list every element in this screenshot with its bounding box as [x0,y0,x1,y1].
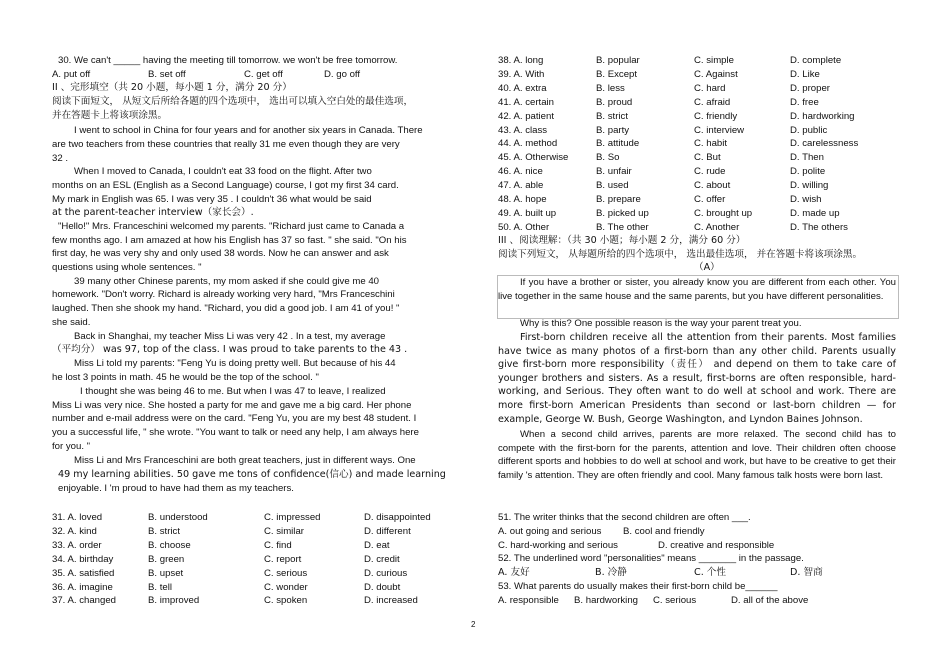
option-cell: 32. A. kind [52,525,97,537]
option-cell: B. proud [596,96,633,108]
option-cell: B. Except [596,68,638,80]
q51-option-b: B. cool and friendly [623,526,705,537]
q30-stem: 30. We can't _____ having the meeting till tomorrow. we won't be free tomorrow. [58,55,398,66]
cloze-line: he lost 3 points in math. 45 he would be the top of the school. " [52,372,319,383]
q53-option-b: B. hardworking [574,595,638,606]
cloze-line: are two teachers from these countries that really 31 me even though they are very [52,139,400,150]
option-cell: B. strict [148,525,180,537]
option-cell: C. Another [694,221,740,233]
option-cell: D. carelessness [790,138,859,150]
option-cell: 35. A. satisfied [52,567,115,579]
option-cell: 31. A. loved [52,512,103,523]
option-cell: B. strict [596,110,628,122]
option-cell: C. spoken [264,595,308,607]
q53-option-d: D. all of the above [731,595,809,606]
question-52-stem: 52. The underlined word "personalities" means _______ in the passage. [498,553,804,564]
option-cell: 38. A. long [498,55,544,66]
option-cell: B. So [596,152,620,164]
reading-paragraph: When a second child arrives, parents are more relaxed. The second child has to compete with the first-born for the parents, attention and love. Their children often choose different sports and hobbies to do well at school and work, but have to be creative to get their family 's attention. They are often friendly and cool. Many famous talk hosts were born last. [498,429,896,481]
option-cell: D. wish [790,194,822,205]
option-cell: 50. A. Other [498,221,550,233]
option-cell: B. understood [148,512,208,523]
option-cell: C. friendly [694,110,738,122]
reading-paragraph: First-born children receive all the attention from their parents. Most families have twice as many photos of a first-born than any other child. Parents usually give first-born more responsibility（责任） and depend on them to take care of younger brothers and sisters. As a result, first-borns are often responsible, hard-working, and Serious. They often want to do well at school and work. There are more first-born American Presidents than second or last-born children — for example, George W. Bush, George Washington, and Lyndon Baines Johnson. [498,332,896,425]
q51-option-d: D. creative and responsible [658,540,775,551]
option-cell: 33. A. order [52,539,102,551]
option-cell: D. free [790,96,819,108]
cloze-line: for you. " [52,441,91,452]
option-cell: 40. A. extra [498,82,547,94]
option-cell: D. credit [364,553,400,565]
option-cell: 42. A. patient [498,110,555,122]
option-cell: D. polite [790,166,826,178]
option-cell: C. find [264,539,292,551]
option-cell: D. doubt [364,581,401,593]
section3-heading: III 、阅读理解：（共 30 小题；每小题 2 分，满分 60 分） [498,235,746,246]
option-cell: D. eat [364,539,390,551]
option-cell: B. attitude [596,138,640,150]
option-cell: B. prepare [596,194,641,205]
option-cell: 34. A. birthday [52,553,114,565]
option-cell: D. hardworking [790,110,855,122]
passage-label: （A） [694,262,720,273]
cloze-line: 39 many other Chinese parents, my mom asked if she could give me 40 [74,276,380,287]
cloze-line: questions using whole sentences. " [52,262,202,273]
option-cell: C. But [694,152,721,164]
q52-option-b: B. 冷静 [595,567,627,578]
option-cell: D. increased [364,595,418,607]
cloze-line: months on an ESL (English as a Second Language) course, I got my first 34 card. [52,180,399,191]
q51-option-c: C. hard-working and serious [498,540,618,551]
cloze-line: Miss Li was very nice. She hosted a party for me and gave me a big card. Her phone [52,400,412,411]
option-cell: B. unfair [596,166,632,178]
option-cell: C. about [694,180,731,192]
cloze-line: When I moved to Canada, I couldn't eat 33 food on the flight. After two [74,166,372,177]
option-cell: C. habit [694,138,728,150]
option-cell: 36. A. imagine [52,581,113,593]
cloze-line: laughed. Then she shook my hand. "Richard, you did a good job. I am 41 of you! " [52,303,400,314]
option-cell: B. popular [596,55,640,66]
option-cell: B. used [596,180,629,192]
section2-instruction-2: 并在答题卡上将该项涂黑。 [52,110,168,121]
option-cell: C. rude [694,166,726,178]
option-cell: B. The other [596,221,649,233]
option-cell: 39. A. With [498,68,545,80]
q30-option-c: C. get off [244,69,283,80]
option-cell: D. The others [790,221,848,233]
cloze-line: Back in Shanghai, my teacher Miss Li was very 42 . In a test, my average [74,331,386,342]
option-cell: B. party [596,124,630,136]
cloze-line: Miss Li told my parents: "Feng Yu is doing pretty well. But because of his 44 [74,358,396,369]
cloze-line: you a successful life, " she wrote. "You want to talk or need any help, I am always here [52,427,419,438]
cloze-line: enjoyable. I 'm proud to have had them as my teachers. [58,483,294,494]
option-cell: B. choose [148,539,191,551]
reading-paragraph: If you have a brother or sister, you already know you are different from each other. You live together in the same house and the same parents, but you have different personalities. [498,277,896,302]
reading-paragraph: Why is this? One possible reason is the way your parent treat you. [520,318,802,329]
q52-option-a: A. 友好 [498,567,530,578]
option-cell: 37. A. changed [52,595,117,607]
option-cell: C. interview [694,124,745,136]
option-cell: 48. A. hope [498,194,547,205]
option-cell: 41. A. certain [498,96,554,108]
option-cell: B. improved [148,595,200,607]
cloze-line: I thought she was being 46 to me. But when I was 47 to leave, I realized [80,386,386,397]
q52-option-c: C. 个性 [694,567,726,578]
option-cell: C. report [264,553,302,565]
option-cell: 43. A. class [498,124,548,136]
option-cell: 44. A. method [498,138,558,150]
option-cell: B. upset [148,567,184,579]
q53-option-a: A. responsible [498,595,559,606]
option-cell: D. Then [790,152,824,164]
option-cell: C. brought up [694,207,753,219]
option-cell: C. hard [694,82,726,94]
q51-option-a: A. out going and serious [498,526,602,537]
cloze-line: number and e-mail address were on the card. "Feng Yu, you are my best 48 student. I [52,413,417,424]
option-cell: C. simple [694,55,734,66]
section3-instruction: 阅读下列短文， 从每题所给的四个选项中， 选出最佳选项， 并在答题卡将该项涂黑。 [498,249,863,260]
option-cell: D. complete [790,55,842,66]
option-cell: C. offer [694,194,726,205]
option-cell: B. less [596,82,625,94]
option-cell: 47. A. able [498,180,544,192]
page-number: 2 [471,620,476,629]
option-cell: D. Like [790,68,820,80]
option-cell: C. serious [264,567,308,579]
q52-option-d: D. 智商 [790,567,823,578]
section2-instruction-1: 阅读下面短文， 从短文后所给各题的四个选项中， 选出可以填入空白处的最佳选项， [52,96,414,107]
option-cell: D. disappointed [364,512,431,523]
cloze-line: My mark in English was 65. I was very 35 . I couldn't 36 what would be said [52,194,372,205]
question-53-stem: 53. What parents do usually makes their first-born child be______ [498,581,778,592]
option-cell: 45. A. Otherwise [498,152,569,164]
option-cell: D. different [364,525,411,537]
q30-option-d: D. go off [324,69,361,80]
cloze-line: （平均分） was 97, top of the class. I was proud to take parents to the 43 . [52,344,408,355]
option-cell: D. willing [790,180,829,192]
question-51-stem: 51. The writer thinks that the second children are often ___. [498,512,751,523]
option-cell: 49. A. built up [498,207,557,219]
option-cell: C. impressed [264,512,321,523]
cloze-line: at the parent-teacher interview（家长会）. [52,207,254,218]
option-cell: B. picked up [596,207,649,219]
cloze-line: "Hello!" Mrs. Franceschini welcomed my parents. "Richard just came to Canada a [58,221,405,232]
option-cell: 46. A. nice [498,166,543,178]
option-cell: D. public [790,124,828,136]
option-cell: C. wonder [264,581,308,593]
q30-option-a: A. put off [52,69,91,80]
q53-option-c: C. serious [653,595,697,606]
cloze-line: 49 my learning abilities. 50 gave me tons of confidence(信心) and made learning [58,469,446,480]
option-cell: C. similar [264,525,304,537]
cloze-line: few months ago. I am amazed at how his English has 37 so fast. " she said. "On his [52,235,407,246]
option-cell: D. made up [790,207,840,219]
cloze-line: 32 . [52,153,69,164]
option-cell: B. green [148,553,185,565]
cloze-line: homework. "Don't worry. Richard is already working very hard, "Mrs Franceschini [52,289,395,300]
section2-heading: II 、完形填空（共 20 小题，每小题 1 分，满分 20 分） [52,82,292,93]
cloze-line: Miss Li and Mrs Franceschini are both great teachers, just in different ways. One [74,455,416,466]
option-cell: B. tell [148,581,172,593]
option-cell: C. Against [694,68,738,80]
option-cell: D. curious [364,567,408,579]
cloze-line: she said. [52,317,91,328]
option-cell: C. afraid [694,96,731,108]
cloze-line: I went to school in China for four years and for another six years in Canada. There [74,125,423,136]
cloze-line: first day, he was very shy and only used 38 words. Now he can answer and ask [52,248,389,259]
option-cell: D. proper [790,82,830,94]
q30-option-b: B. set off [148,69,186,80]
